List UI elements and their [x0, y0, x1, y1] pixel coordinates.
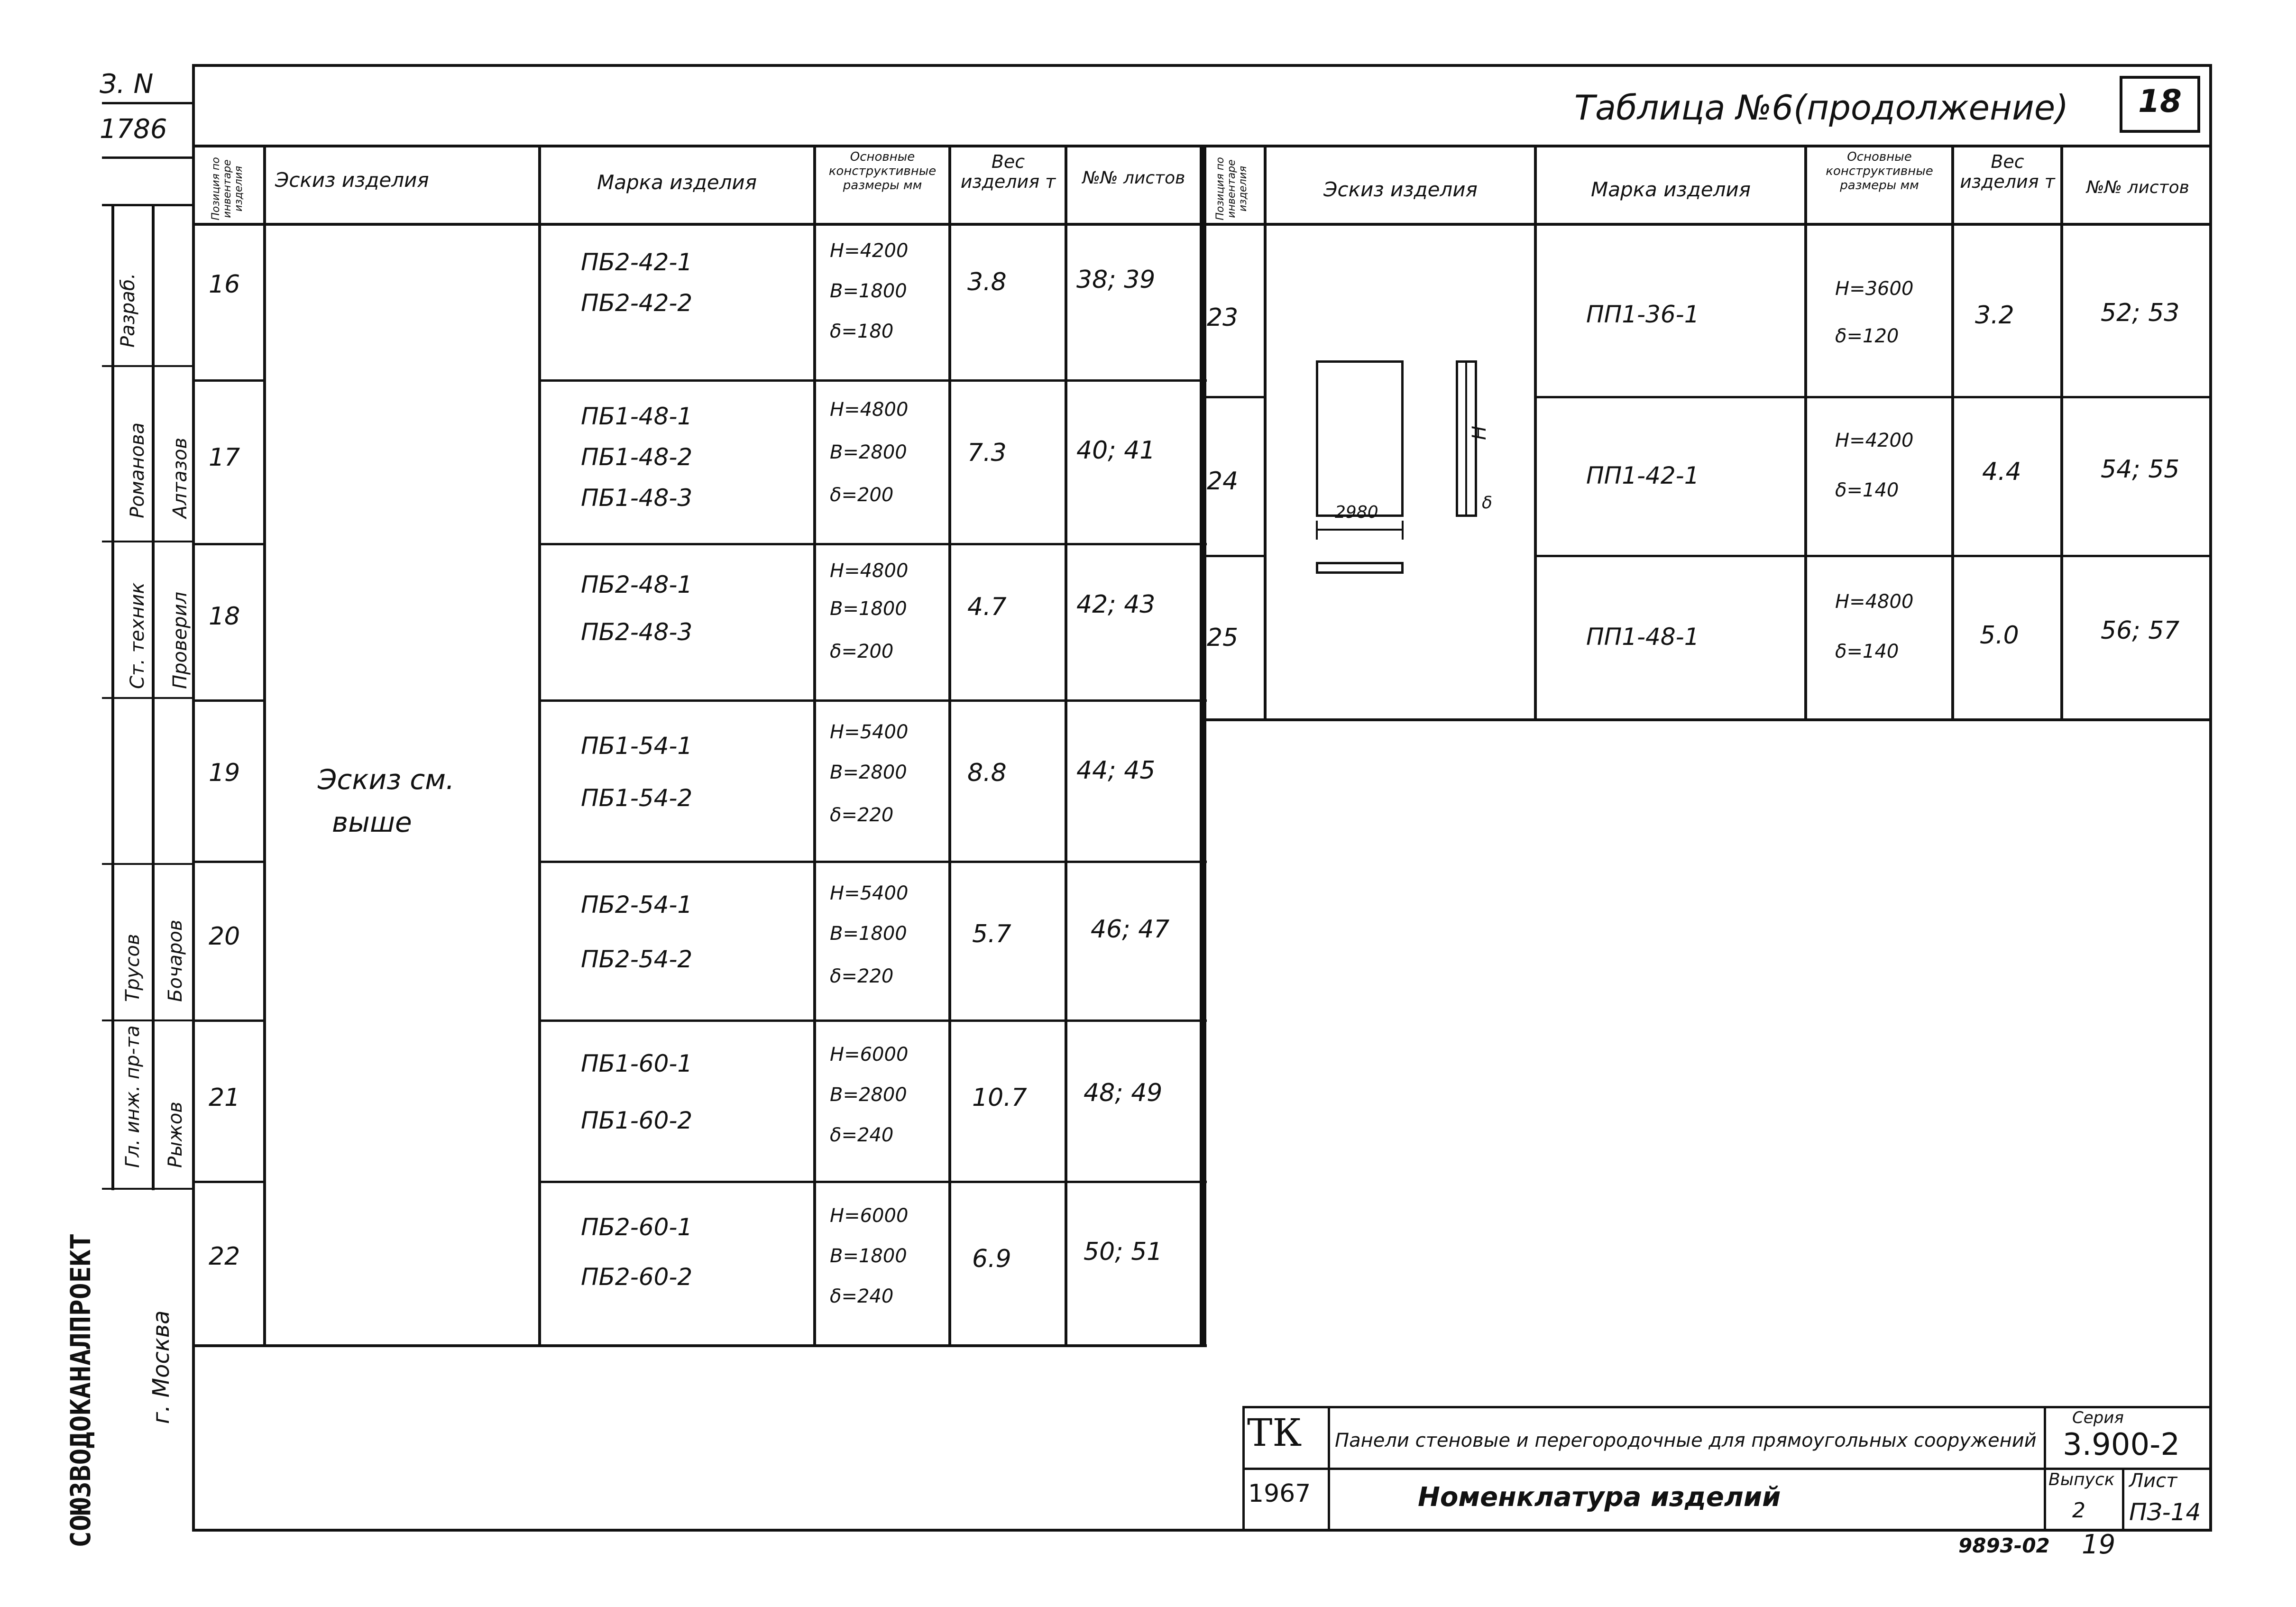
title-block-year: 1967: [1248, 1479, 1311, 1508]
row-dim: δ=180: [830, 321, 894, 342]
left-header-weight: Вес изделия т: [960, 151, 1056, 192]
row-dim: δ=120: [1835, 325, 1899, 347]
row-dim: δ=140: [1835, 641, 1899, 662]
row-dim: В=2800: [830, 1084, 907, 1106]
top-left-label: З. N: [100, 69, 154, 100]
row-mark: ПБ2-54-2: [581, 946, 693, 973]
row-weight: 5.7: [972, 920, 1011, 948]
row-mark: ПБ1-54-2: [581, 784, 693, 812]
row-dim: Н=6000: [830, 1205, 909, 1227]
row-dim: Н=4200: [830, 240, 909, 262]
right-header-sheets: №№ листов: [2086, 178, 2189, 197]
row-sheets: 52; 53: [2101, 299, 2180, 327]
row-weight: 6.9: [972, 1245, 1011, 1273]
stamp-name: Бочаров: [165, 919, 186, 1002]
row-mark: ПБ2-42-1: [581, 248, 693, 276]
right-header-pos: Позиция по инвентаре изделия: [1214, 157, 1249, 220]
right-col-line: [1951, 145, 1954, 721]
row-pos: 20: [209, 922, 240, 951]
row-sheets: 44; 45: [1076, 756, 1156, 785]
title-block-description: Панели стеновые и перегородочные для прямоугольных сооружений: [1335, 1430, 2037, 1451]
row-dim: δ=240: [830, 1286, 894, 1307]
left-col-line: [1200, 145, 1206, 1347]
stamp-name: Алтазов: [169, 437, 191, 518]
row-pos: 22: [209, 1242, 240, 1271]
footer-page: 19: [2082, 1529, 2116, 1560]
row-sheets: 50; 51: [1084, 1238, 1163, 1266]
sketch-height-label: Н: [1469, 425, 1491, 441]
footer-code: 9893-02: [1958, 1534, 2050, 1557]
row-dim: Н=5400: [830, 721, 909, 743]
top-left-rule: [102, 102, 192, 104]
row-dim: Н=5400: [830, 882, 909, 904]
row-mark: ПБ2-42-2: [581, 289, 693, 317]
sketch-width-label: 2980: [1335, 503, 1378, 522]
row-mark: ПБ2-48-3: [581, 618, 693, 646]
sheet-number: 18: [2138, 83, 2182, 119]
row-pos: 24: [1207, 467, 1239, 496]
row-pos: 16: [209, 270, 240, 299]
row-sheets: 40; 41: [1076, 436, 1156, 465]
panel-sketch-front: [1316, 360, 1404, 517]
stamp-role: Ст. техник: [127, 582, 148, 689]
right-col-line: [1534, 145, 1537, 721]
left-table-top: [192, 145, 1207, 147]
left-header-sketch: Эскиз изделия: [275, 168, 429, 192]
sketch-note: выше: [332, 806, 412, 838]
right-row-sep: [1200, 396, 1264, 398]
title-block-col: [2044, 1406, 2046, 1532]
row-dim: Н=6000: [830, 1044, 909, 1065]
right-header-sketch: Эскиз изделия: [1323, 178, 1478, 201]
sketch-dim-tick: [1402, 521, 1404, 540]
row-sheets: 48; 49: [1084, 1079, 1163, 1107]
row-dim: В=1800: [830, 598, 907, 620]
left-header-mark: Марка изделия: [597, 171, 757, 194]
row-weight: 3.8: [967, 268, 1007, 296]
row-dim: δ=220: [830, 965, 894, 987]
right-col-line: [1804, 145, 1807, 721]
row-weight: 10.7: [972, 1084, 1027, 1112]
row-mark: ПП1-36-1: [1586, 301, 1699, 328]
stamp-name: Разраб.: [117, 273, 139, 348]
title-block-series-label: Серия: [2072, 1408, 2124, 1427]
title-block-sheet-label: Лист: [2129, 1470, 2177, 1492]
stamp-row: [102, 365, 192, 367]
row-dim: В=1800: [830, 923, 907, 945]
row-mark: ПБ1-48-2: [581, 443, 693, 471]
row-pos: 21: [209, 1084, 240, 1112]
panel-sketch-top: [1316, 562, 1404, 574]
row-weight: 3.2: [1975, 301, 2014, 330]
top-left-rule-2: [102, 156, 192, 159]
right-col-line: [1264, 145, 1267, 721]
right-row-sep: [1536, 555, 2212, 557]
left-col-line: [948, 145, 951, 1347]
row-dim: δ=220: [830, 804, 894, 826]
row-dim: Н=4800: [830, 560, 909, 582]
row-dim: δ=240: [830, 1124, 894, 1146]
row-mark: ПБ1-48-1: [581, 403, 693, 430]
sketch-thickness-label: δ: [1482, 493, 1493, 513]
row-sheets: 54; 55: [2101, 455, 2180, 484]
row-pos: 19: [209, 759, 240, 787]
top-left-number: 1786: [100, 114, 167, 145]
left-col-line: [538, 145, 541, 1347]
stamp-city: г. Москва: [148, 1310, 174, 1424]
stamp-top: [102, 204, 192, 206]
row-pos: 17: [209, 443, 240, 472]
row-mark: ПБ2-54-1: [581, 891, 693, 918]
stamp-name: Рыжов: [165, 1102, 186, 1168]
title-block-series: 3.900-2: [2063, 1427, 2180, 1462]
title-block-issue: 2: [2072, 1498, 2085, 1523]
row-mark: ПП1-48-1: [1586, 623, 1699, 651]
row-dim: В=1800: [830, 1245, 907, 1267]
row-weight: 4.7: [967, 593, 1007, 621]
row-dim: Н=3600: [1835, 278, 1914, 300]
left-table-bottom: [192, 1344, 1207, 1347]
row-weight: 4.4: [1982, 458, 2021, 486]
title-block-col: [1328, 1406, 1330, 1532]
row-sheets: 38; 39: [1076, 266, 1156, 294]
left-header-sheets: №№ листов: [1082, 168, 1185, 188]
title-block-doc-title: Номенклатура изделий: [1418, 1482, 1781, 1513]
row-mark: ПП1-42-1: [1586, 462, 1699, 489]
row-pos: 18: [209, 602, 240, 631]
title-block-tk: ТК: [1247, 1411, 1302, 1455]
row-pos: 23: [1207, 303, 1239, 332]
row-mark: ПБ2-60-1: [581, 1213, 693, 1241]
stamp-org: СОЮЗВОДОКАНАЛПРОЕКТ: [64, 1233, 97, 1548]
stamp-row: [102, 863, 192, 865]
row-mark: ПБ2-48-1: [581, 571, 693, 598]
row-dim: Н=4800: [830, 399, 909, 421]
stamp-name: Трусов: [122, 934, 144, 1002]
row-dim: В=2800: [830, 441, 907, 463]
row-sheets: 42; 43: [1076, 590, 1156, 619]
row-dim: В=1800: [830, 280, 907, 302]
row-sheets: 56; 57: [2101, 616, 2180, 645]
left-col-line: [813, 145, 816, 1347]
row-mark: ПБ1-48-3: [581, 484, 693, 512]
stamp-row: [102, 1019, 192, 1021]
right-header-mark: Марка изделия: [1590, 178, 1751, 201]
stamp-name: Проверил: [169, 591, 191, 689]
left-col-line: [1065, 145, 1067, 1347]
row-weight: 8.8: [967, 759, 1007, 787]
row-mark: ПБ1-54-1: [581, 732, 693, 760]
stamp-row: [102, 541, 192, 542]
title-block-col: [2122, 1468, 2124, 1532]
left-header-dims: Основные конструктивные размеры мм: [828, 150, 937, 193]
row-dim: δ=140: [1835, 479, 1899, 501]
table-title: Таблица №6(продолжение): [1574, 88, 2069, 128]
right-col-line: [2060, 145, 2063, 721]
stamp-name: Романова: [127, 422, 148, 518]
title-block-issue-label: Выпуск: [2048, 1470, 2115, 1489]
right-row-sep: [1536, 396, 2212, 398]
row-dim: δ=200: [830, 641, 894, 662]
stamp-role: Гл. инж. пр-та: [122, 1025, 144, 1168]
row-mark: ПБ2-60-2: [581, 1263, 693, 1291]
row-mark: ПБ1-60-2: [581, 1107, 693, 1134]
right-header-weight: Вес изделия т: [1960, 151, 2055, 192]
row-sheets: 46; 47: [1091, 915, 1170, 944]
sketch-dim-tick: [1316, 521, 1318, 540]
row-dim: В=2800: [830, 762, 907, 783]
row-pos: 25: [1207, 624, 1239, 652]
row-dim: Н=4800: [1835, 591, 1914, 613]
title-block-sheet: ПЗ-14: [2129, 1498, 2201, 1526]
row-dim: δ=200: [830, 484, 894, 506]
row-dim: Н=4200: [1835, 430, 1914, 451]
sketch-dim-line: [1465, 360, 1467, 517]
right-header-dims: Основные конструктивные размеры мм: [1826, 150, 1933, 193]
row-weight: 7.3: [967, 439, 1007, 467]
stamp-row: [102, 1188, 192, 1190]
left-header-pos: Позиция по инвентаре изделия: [210, 157, 245, 220]
right-row-sep: [1200, 555, 1264, 557]
sketch-dim-line: [1316, 529, 1404, 531]
stamp-row: [102, 697, 192, 699]
row-weight: 5.0: [1980, 621, 2019, 650]
sketch-note: Эскиз см.: [318, 763, 455, 796]
row-mark: ПБ1-60-1: [581, 1050, 693, 1077]
